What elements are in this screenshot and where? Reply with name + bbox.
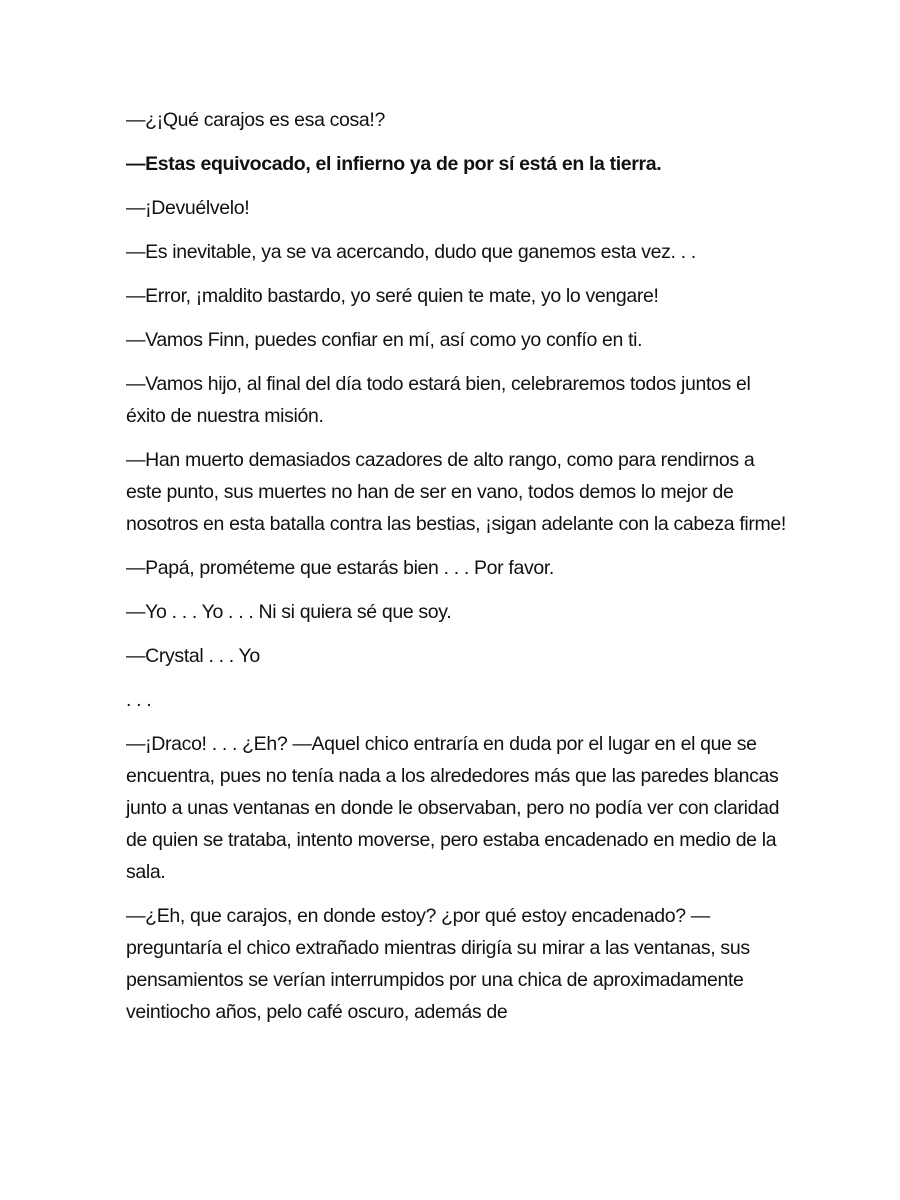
- paragraph: —Es inevitable, ya se va acercando, dudo que ganemos esta vez. . .: [126, 241, 696, 263]
- scene-break-ellipsis: . . .: [126, 689, 152, 711]
- document-text-column: [126, 104, 786, 1040]
- paragraph: —Error, ¡maldito bastardo, yo seré quien te mate, yo lo vengare!: [126, 285, 659, 307]
- paragraph: —Crystal . . . Yo: [126, 645, 260, 667]
- paragraph: —¡Devuélvelo!: [126, 197, 250, 219]
- paragraph: —Vamos Finn, puedes confiar en mí, así como yo confío en ti.: [126, 329, 643, 351]
- paragraph: —¿Eh, que carajos, en donde estoy? ¿por qué estoy encadenado? —preguntaría el chico extrañado mientras dirigía su mirar a las ventanas, sus pensamientos se verían interrumpidos por una chica de aproximadamente veintiocho años, pelo café oscuro, además de: [126, 905, 750, 1023]
- paragraph: —Papá, prométeme que estarás bien . . . Por favor.: [126, 557, 554, 579]
- paragraph: —Yo . . . Yo . . . Ni si quiera sé que soy.: [126, 601, 452, 623]
- paragraph: —Vamos hijo, al final del día todo estará bien, celebraremos todos juntos el éxito de nuestra misión.: [126, 373, 751, 427]
- paragraph: —¿¡Qué carajos es esa cosa!?: [126, 109, 385, 131]
- paragraph: —Han muerto demasiados cazadores de alto rango, como para rendirnos a este punto, sus muertes no han de ser en vano, todos demos lo mejor de nosotros en esta batalla contra las bestias, ¡sigan adelante con la cabeza firme!: [126, 449, 786, 535]
- paragraph-bold: —Estas equivocado, el infierno ya de por sí está en la tierra.: [126, 153, 662, 175]
- paragraph: —¡Draco! . . . ¿Eh? —Aquel chico entraría en duda por el lugar en el que se encuentra, pues no tenía nada a los alrededores más que las paredes blancas junto a unas ventanas en donde le observaban, pero no podía ver con claridad de quien se trataba, intento moverse, pero estaba encadenado en medio de la sala.: [126, 733, 780, 883]
